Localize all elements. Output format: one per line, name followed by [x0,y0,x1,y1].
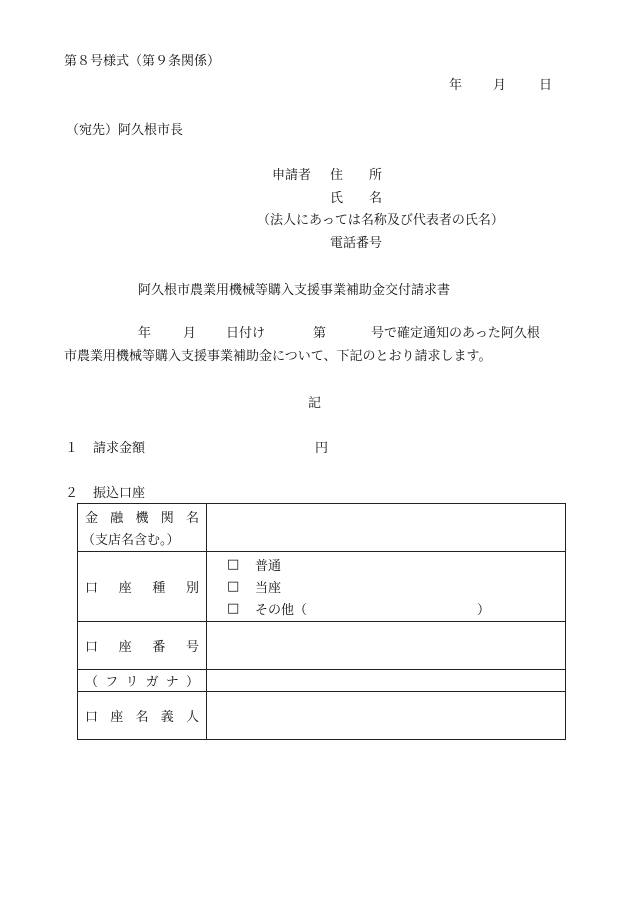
body-line1-rest: 号で確定通知のあった阿久根 [371,326,540,341]
applicant-name: 氏 名 [330,191,383,206]
number-label: 口 座 番 号 [85,640,199,655]
date-month: 月 [493,78,507,93]
item1-label: 請求金額 [93,441,146,456]
item2-number: ２ [65,486,79,501]
ki-heading: 記 [308,396,322,411]
body-no: 第 [313,326,327,341]
option-other-label: その他（ [255,603,308,618]
form-number: 第８号様式（第９条関係） [64,54,221,69]
checkbox-touza[interactable]: □ [227,579,240,594]
holder-label-cell [78,692,207,740]
applicant-label: 申請者 [272,168,312,183]
option-futsu[interactable] [207,554,565,576]
addressee: （宛先）阿久根市長 [66,123,184,138]
bank-sublabel: （支店名含む。） [82,533,180,548]
date-day: 日 [539,78,553,93]
bank-label-cell [78,504,207,552]
body-month: 月 [183,326,197,341]
date-year: 年 [449,78,463,93]
option-touza[interactable] [207,576,565,598]
body-year: 年 [138,326,152,341]
type-label: 口 座 種 別 [85,581,199,596]
item2-label: 振込口座 [93,486,146,501]
option-other[interactable] [207,598,565,620]
checkbox-other[interactable]: □ [227,601,240,616]
option-other-close: ） [477,603,491,618]
document-title: 阿久根市農業用機械等購入支援事業補助金交付請求書 [138,283,451,298]
furigana-field[interactable] [207,670,566,692]
bank-label: 金 融 機 関 名 [85,511,199,526]
number-label-cell [78,622,207,670]
option-futsu-label: 普通 [255,559,282,574]
applicant-corp-note: （法人にあっては名称及び代表者の氏名） [257,213,504,228]
bank-account-table [77,503,566,740]
account-holder-field[interactable] [207,692,566,740]
option-touza-label: 当座 [255,581,282,596]
type-label-cell [78,552,207,622]
body-dated: 日付け [226,326,266,341]
applicant-phone: 電話番号 [330,236,383,251]
body-line2: 市農業用機械等購入支援事業補助金について、下記のとおり請求します。 [64,349,492,364]
type-options-cell [207,552,566,622]
item1-unit: 円 [315,441,329,456]
holder-label: 口 座 名 義 人 [85,710,199,725]
account-number-field[interactable] [207,622,566,670]
furigana-label-cell [78,670,207,692]
applicant-address: 住 所 [330,168,383,183]
bank-name-field[interactable] [207,504,566,552]
item1-number: １ [65,441,79,456]
checkbox-futsu[interactable]: □ [227,557,240,572]
furigana-label: （ フ リ ガ ナ ） [85,675,199,690]
